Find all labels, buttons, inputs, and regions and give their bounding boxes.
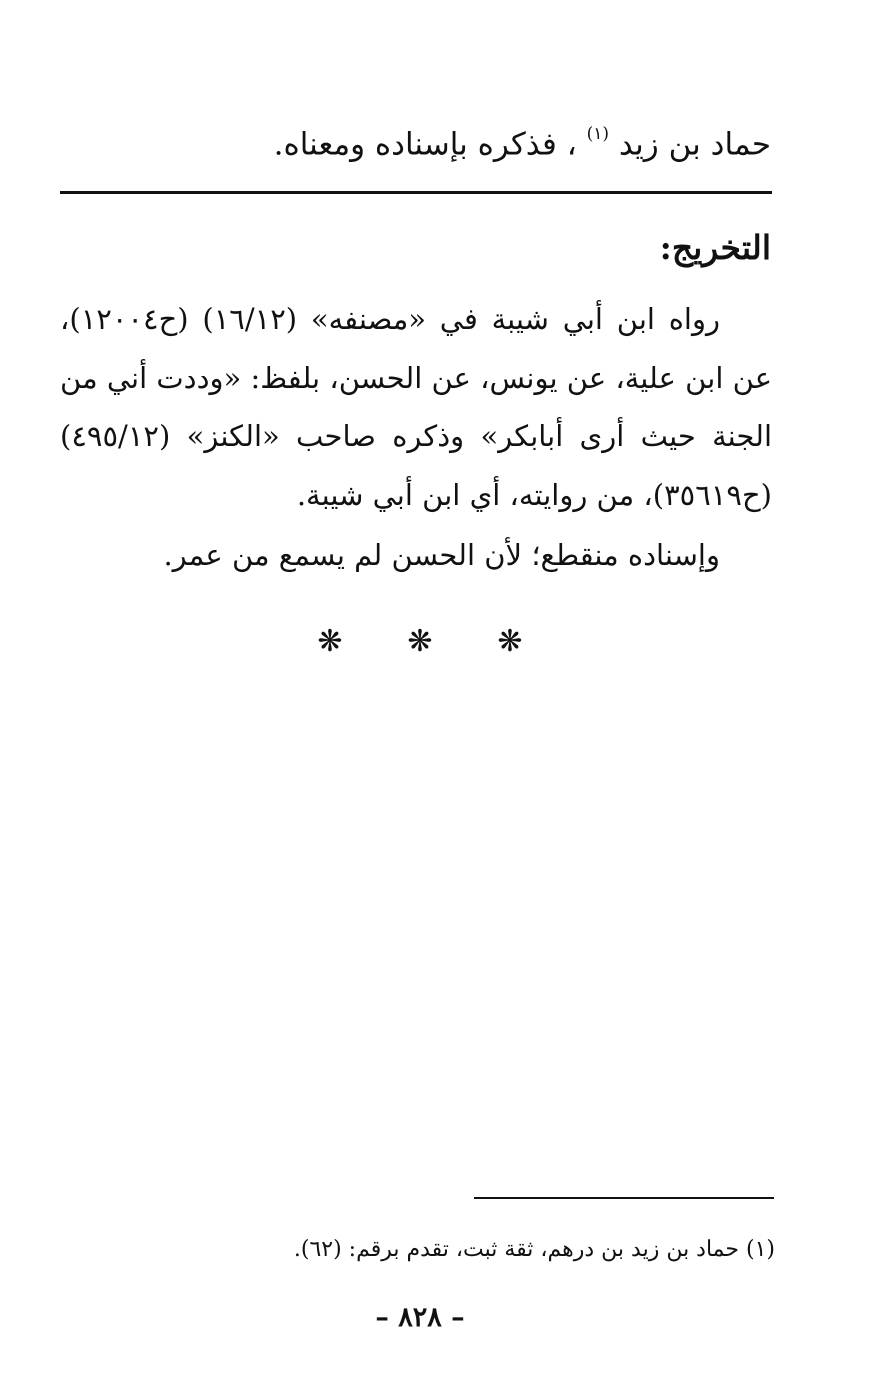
asterism-icon: ❋	[407, 624, 433, 659]
intro-continuation: ، فذكره بإسناده ومعناه.	[273, 126, 577, 163]
isnad-note	[60, 526, 772, 584]
intro-line	[274, 108, 771, 174]
section-end-ornament	[300, 622, 540, 662]
asterism-icon: ❋	[317, 624, 343, 659]
asterism-icon: ❋	[497, 624, 523, 659]
isnad-note-text: وإسناده منقطع؛ لأن الحسن لم يسمع من عمر.	[163, 538, 720, 572]
takhrij-paragraph	[60, 290, 772, 524]
section-divider	[60, 191, 772, 194]
takhrij-paragraph-text: رواه ابن أبي شيبة في «مصنفه» (١٦/١٢) (ح١٢٠٠٤)، عن ابن علية، عن يونس، عن الحسن، بلفظ: «وددت أني من الجنة حيث أرى أبابكر» وذكره صاحب «الكنز» (٤٩٥/١٢) (ح٣٥٦١٩)، من روايته، أي ابن أبي شيبة.	[60, 302, 772, 512]
footnote-divider	[474, 1197, 774, 1199]
intro-text: حماد بن زيد	[618, 126, 771, 163]
page-number: – ٨٢٨ –	[375, 1302, 465, 1333]
section-heading: التخريج:	[659, 228, 771, 267]
footnote-reference[interactable]: (١)	[586, 124, 609, 144]
footnote: (١) حماد بن زيد بن درهم، ثقة ثبت، تقدم برقم: (٦٢).	[293, 1237, 775, 1262]
